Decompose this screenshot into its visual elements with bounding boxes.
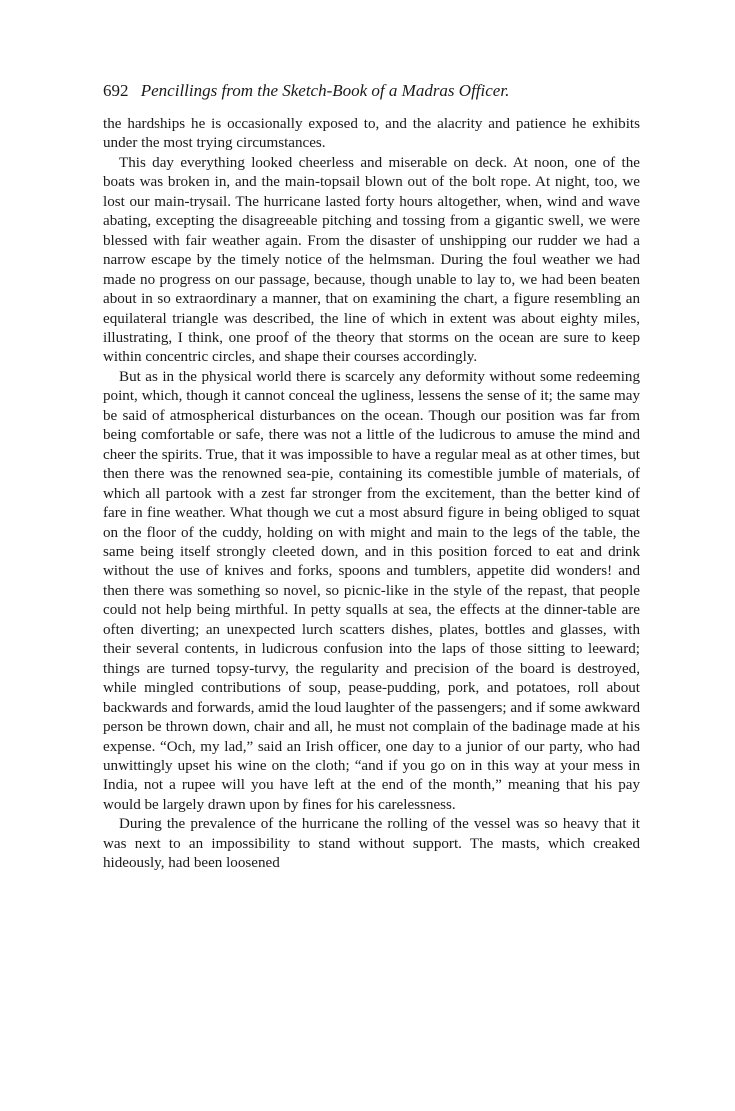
paragraph-continued: the hardships he is occasionally exposed to, and the alacrity and patience he exhibits under the most trying circumstances.: [103, 116, 640, 152]
paragraph-rolling-vessel: During the prevalence of the hurricane the rolling of the vessel was so heavy that it was next to an impossibility to stand without support. The masts, which creaked hideously, had been loosened: [103, 816, 640, 872]
paragraph-ludicrous-side: But as in the physical world there is scarcely any deformity without some redeeming point, which, though it cannot conceal the ugliness, lessens the sense of it; the same may be said of atmospherical disturbances on the ocean. Though our position was far from being comfortable or safe, there was not a little of the ludicrous to amuse the mind and cheer the spirits. True, that it was impossible to have a regular meal as at other times, but then there was the renowned sea-pie, containing its comestible jumble of materials, of which all partook with a zest far stronger from the excitement, than the better kind of fare in fine weather. What though we cut a most absurd figure in being obliged to squat on the floor of the cuddy, holding on with might and main to the legs of the table, the same being itself strongly cleeted down, and in this position forced to eat and drink without the use of knives and forks, spoons and tumblers, appetite did wonders! and then there was something so novel, so picnic-like in the style of the repast, that people could not help being mirthful. In petty squalls at sea, the effects at the dinner-table are often diverting; an unexpected lurch scatters dishes, plates, bottles and glasses, with their several contents, in ludicrous confusion into the laps of those sitting to leeward; things are turned topsy-turvy, the regularity and precision of the board is destroyed, while mingled contributions of soup, pease-pudding, pork, and potatoes, roll about backwards and forwards, amid the loud laughter of the passengers; and if some awkward person be thrown down, chair and all, he must not complain of the badinage made at his expense. “Och, my lad,” said an Irish officer, one day to a junior of our party, who had unwittingly upset his wine on the cloth; “and if you go on in this way at your mess in India, not a rupee will you have left at the end of the month,” meaning that his pay would be largely drawn upon by fines for his carelessness.: [103, 368, 640, 813]
paragraph-hurricane: This day everything looked cheerless and miserable on deck. At noon, one of the boats was broken in, and the main-topsail blown out of the bolt rope. At night, too, we lost our main-trysail. The hurricane lasted forty hours altogether, when, wind and wave abating, excepting the disagreeable pitching and tossing from a gigantic swell, we were blessed with fair weather again. From the disaster of unshipping our rudder we had a narrow escape by the timely notice of the helmsman. During the foul weather we had made no progress on our passage, because, though unable to lay to, we had been beaten about in so extraordinary a manner, that on examining the chart, a figure resembling an equilateral triangle was described, the line of which in extent was about eighty miles, illustrating, I think, one proof of the theory that storms on the ocean are sure to keep within concentric circles, and shape their courses accordingly.: [103, 154, 640, 366]
running-header: [103, 80, 640, 102]
body-text: [103, 115, 640, 874]
page-number: 692: [103, 81, 129, 100]
running-title: Pencillings from the Sketch-Book of a Madras Officer.: [140, 81, 510, 100]
book-page: [103, 80, 640, 874]
